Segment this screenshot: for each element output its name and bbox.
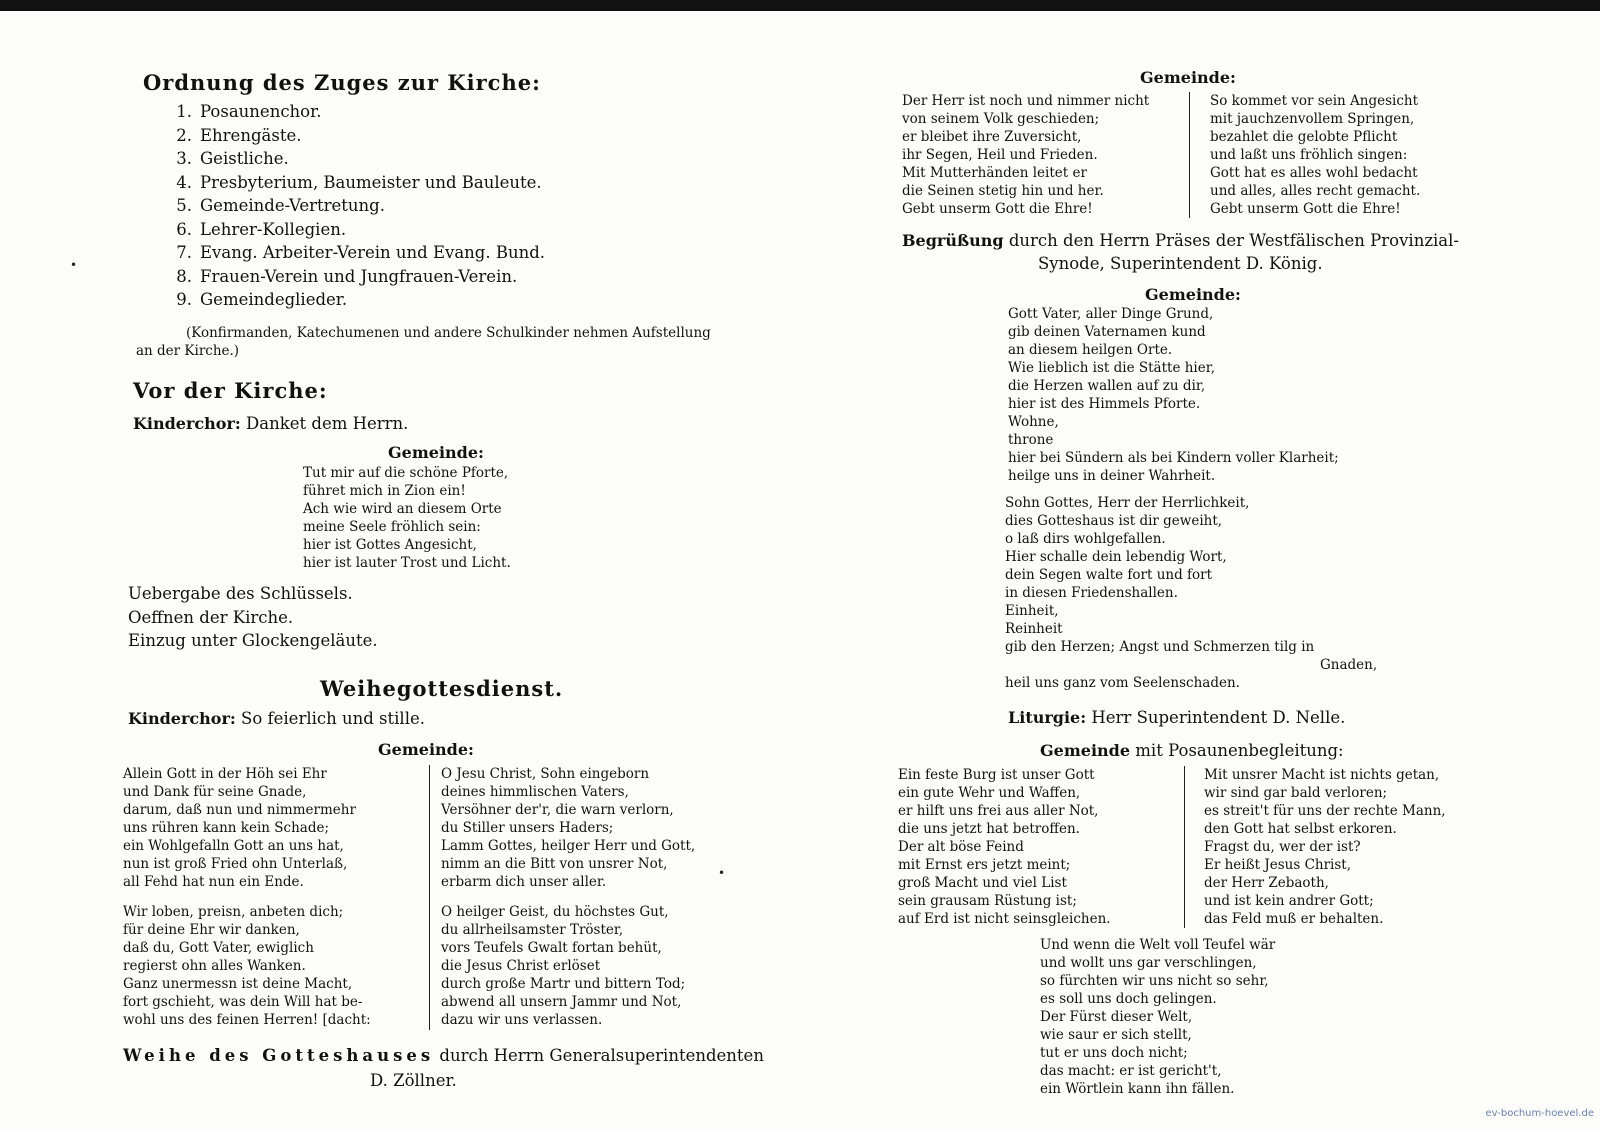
order-note-cont: an der Kirche.)	[136, 343, 240, 359]
list-item: 3. Geistliche.	[176, 149, 289, 168]
order-note: (Konfirmanden, Katechumenen und andere Schulkinder nehmen Aufstellung	[186, 325, 711, 341]
kinderchor-line-1: Kinderchor: Danket dem Herrn.	[133, 414, 409, 433]
column-divider	[429, 765, 430, 1030]
vor-der-kirche-title: Vor der Kirche:	[133, 378, 328, 403]
list-item: 7. Evang. Arbeiter-Verein und Evang. Bund.	[176, 243, 546, 262]
hymn-mid-stanza1: Gott Vater, aller Dinge Grund, gib deinen Vaternamen kund an diesem heilgen Orte. Wie lieblich ist die Stätte hier, die Herzen wallen auf zu dir, hier ist des Himmels Pforte. Wohne, throne hier bei Sündern als bei Kindern voller Klarheit; heilge uns in deiner Wahrheit.	[1008, 306, 1339, 484]
hymn-top-col2: So kommet vor sein Angesicht mit jauchzenvollem Springen, bezahlet die gelobte Pflicht und laßt uns fröhlich singen: Gott hat es alles wohl bedacht und alles, alles recht gemacht. Gebt unserm Gott die Ehre!	[1210, 93, 1421, 217]
gemeinde-heading-mid: Gemeinde:	[1145, 285, 1241, 304]
column-divider	[1184, 766, 1185, 928]
gemeinde-heading-2: Gemeinde:	[378, 740, 474, 759]
act-item: Uebergabe des Schlüssels.	[128, 584, 353, 603]
gemeinde-heading-top: Gemeinde:	[1140, 68, 1236, 87]
list-item: 2. Ehrengäste.	[176, 125, 302, 145]
weihegottesdienst-title: Weihegottesdienst.	[320, 676, 564, 701]
list-item: 4. Presbyterium, Baumeister und Bauleute.	[176, 172, 542, 192]
column-divider	[1189, 92, 1190, 218]
kinderchor-line-2: Kinderchor: So feierlich und stille.	[128, 709, 425, 728]
hymn-low-col1: Ein feste Burg ist unser Gott ein gute Wehr und Waffen, er hilft uns frei aus aller Not, die uns jetzt hat betroffen. Der alt böse Feind mit Ernst ers jetzt meint; groß Macht und viel List sein grausam Rüstung ist; auf Erd ist nicht seinsgleichen.	[898, 767, 1111, 927]
scan-speck: •	[718, 866, 726, 880]
order-list	[170, 100, 545, 312]
watermark: ev-bochum-hoevel.de	[1485, 1108, 1594, 1119]
hymn-mid-gnaden: Gnaden,	[1320, 657, 1378, 673]
list-item: 8. Frauen-Verein und Jungfrauen-Verein.	[176, 266, 518, 286]
right-page	[800, 0, 1600, 1131]
list-item: 6. Lehrer-Kollegien.	[176, 219, 347, 239]
act-item: Oeffnen der Kirche.	[128, 607, 294, 627]
list-item: 9. Gemeindeglieder.	[176, 290, 348, 309]
hymn-mid-last: heil uns ganz vom Seelenschaden.	[1005, 675, 1240, 691]
hymn-1: Tut mir auf die schöne Pforte, führet mich in Zion ein! Ach wie wird an diesem Orte meine Seele fröhlich sein: hier ist Gottes Angesicht, hier ist lauter Trost und Licht.	[303, 465, 511, 571]
list-item: 5. Gemeinde-Vertretung.	[176, 196, 385, 215]
weihe-gotteshaus-name: D. Zöllner.	[370, 1071, 457, 1090]
hymn-2-col2-stanza1: O Jesu Christ, Sohn eingeborn deines himmlischen Vaters, Versöhner der'r, die warn verlorn, du Stiller unsers Haders; Lamm Gottes, heilger Herr und Gott, nimm an die Bitt von unsrer Not, erbarm dich unser aller.	[441, 766, 696, 890]
acts-list	[128, 582, 378, 653]
hymn-2-col1-stanza2: Wir loben, preisn, anbeten dich; für deine Ehr wir danken, daß du, Gott Vater, ewiglich regierst ohn alles Wanken. Ganz unermessn ist deine Macht, fort gschieht, was dein Will hat be- wohl uns des feinen Herren! [dacht:	[123, 904, 371, 1028]
begruessung-line-2: Synode, Superintendent D. König.	[1038, 254, 1323, 273]
order-title: Ordnung des Zuges zur Kirche:	[143, 70, 541, 95]
gemeinde-heading-low: Gemeinde mit Posaunenbegleitung:	[1040, 741, 1344, 760]
scan-speck: •	[70, 258, 78, 272]
hymn-low-stanza3: Und wenn die Welt voll Teufel wär und wollt uns gar verschlingen, so fürchten wir uns nicht so sehr, es soll uns doch gelingen. Der Fürst dieser Welt, wie saur er sich stellt, tut er uns doch nicht; das macht: er ist gericht't, ein Wörtlein kann ihn fällen.	[1040, 937, 1276, 1097]
gemeinde-heading-1: Gemeinde:	[388, 443, 484, 462]
hymn-low-col2: Mit unsrer Macht ist nichts getan, wir sind gar bald verloren; es streit't für uns der rechte Mann, den Gott hat selbst erkoren. Fragst du, wer der ist? Er heißt Jesus Christ, der Herr Zebaoth, und ist kein andrer Gott; das Feld muß er behalten.	[1204, 767, 1446, 927]
hymn-2-col1-stanza1: Allein Gott in der Höh sei Ehr und Dank für seine Gnade, darum, daß nun und nimmermehr uns rühren kann kein Schade; ein Wohlgefalln Gott an uns hat, nun ist groß Fried ohn Unterlaß, all Fehd hat nun ein Ende.	[123, 766, 356, 890]
weihe-gotteshaus-line: Weihe des Gotteshauses durch Herrn Generalsuperintendenten	[123, 1046, 764, 1065]
hymn-2-col2-stanza2: O heilger Geist, du höchstes Gut, du allrheilsamster Tröster, vors Teufels Gwalt fortan behüt, die Jesus Christ erlöset durch große Martr und bittern Tod; abwend all unsern Jammr und Not, dazu wir uns verlassen.	[441, 904, 686, 1028]
hymn-mid-stanza2: Sohn Gottes, Herr der Herrlichkeit, dies Gotteshaus ist dir geweiht, o laß dirs wohlgefallen. Hier schalle dein lebendig Wort, dein Segen walte fort und fort in diesen Friedenshallen. Einheit, Reinheit gib den Herzen; Angst und Schmerzen tilg in	[1005, 495, 1315, 655]
liturgie-line: Liturgie: Herr Superintendent D. Nelle.	[1008, 708, 1346, 727]
begruessung-line: Begrüßung durch den Herrn Präses der Westfälischen Provinzial-	[902, 231, 1459, 250]
act-item: Einzug unter Glockengeläute.	[128, 631, 378, 650]
hymn-top-col1: Der Herr ist noch und nimmer nicht von seinem Volk geschieden; er bleibet ihre Zuversicht, ihr Segen, Heil und Frieden. Mit Mutterhänden leitet er die Seinen stetig hin und her. Gebt unserm Gott die Ehre!	[902, 93, 1150, 217]
list-item: 1. Posaunenchor.	[176, 102, 322, 121]
